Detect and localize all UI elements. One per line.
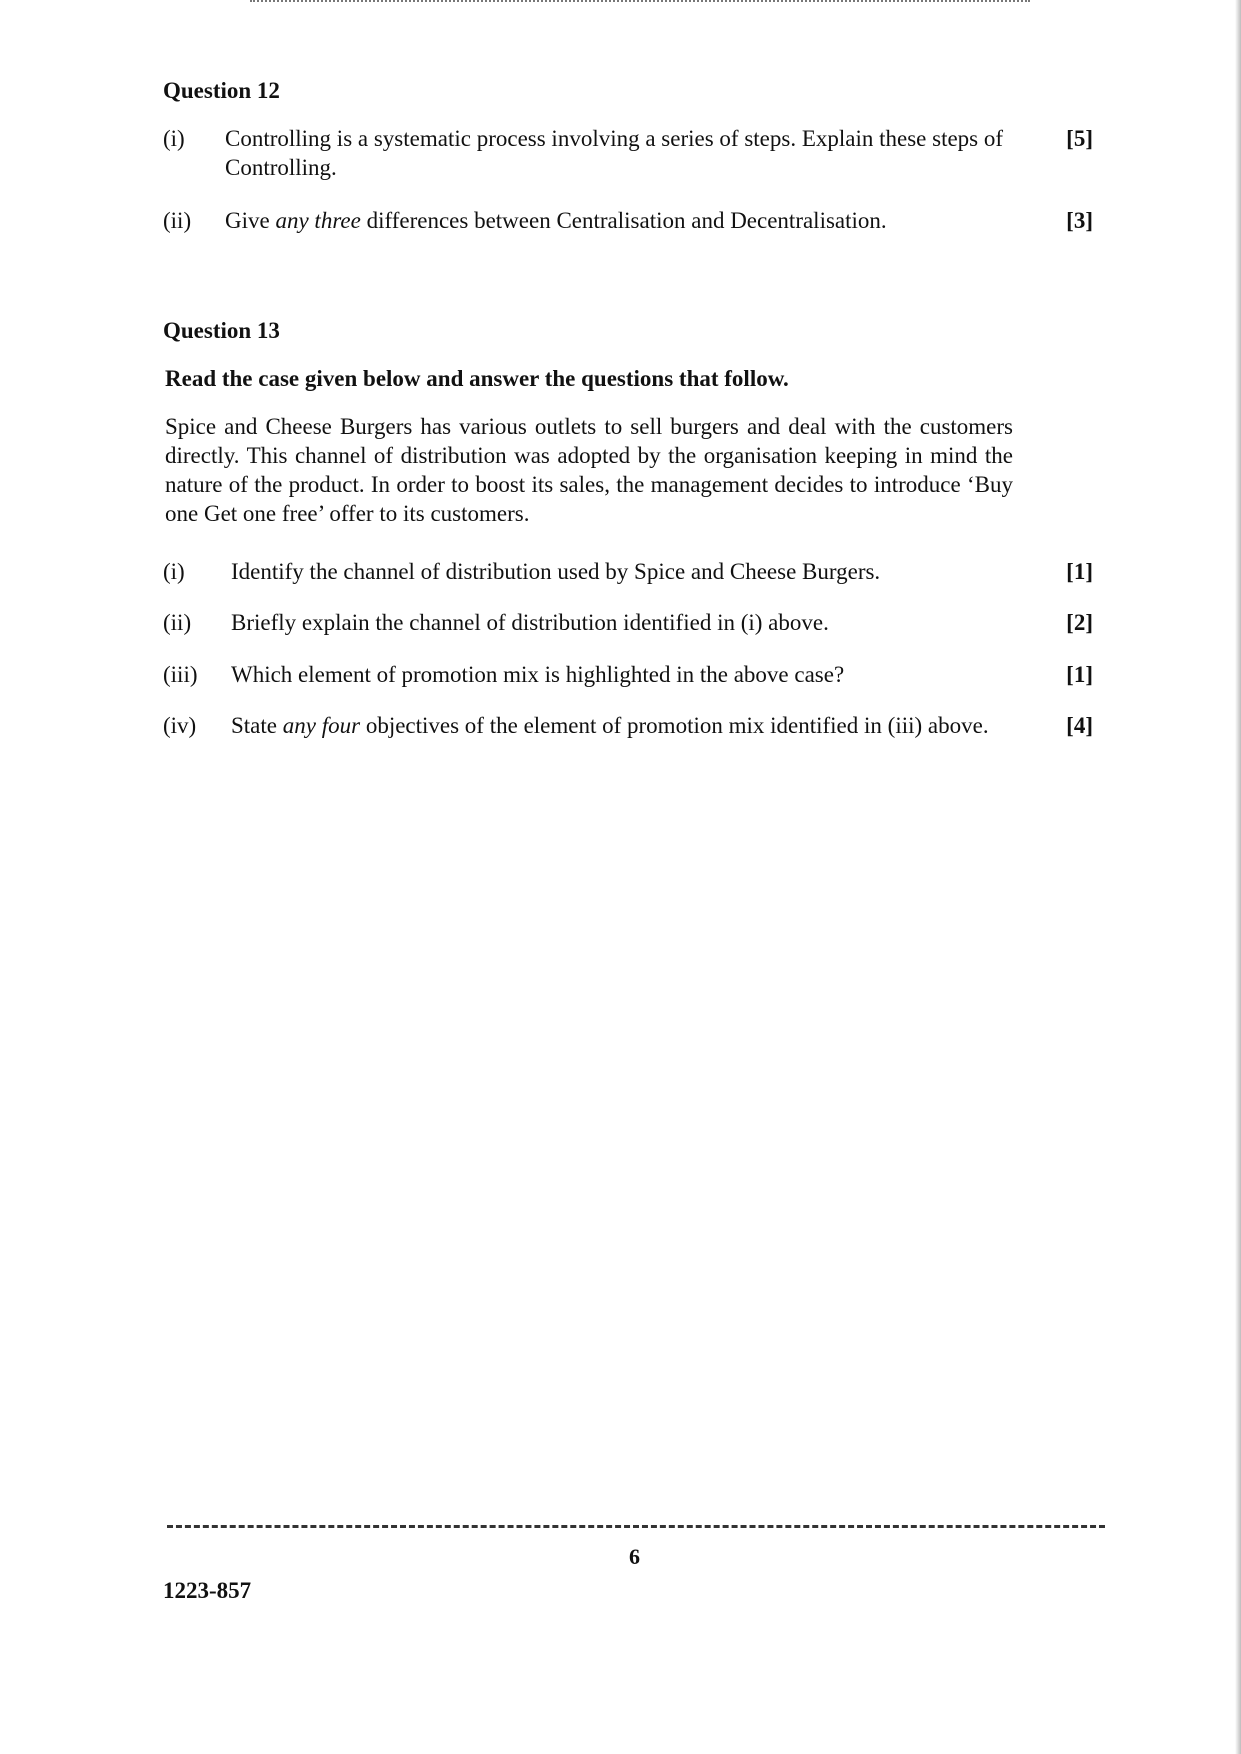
q13-item-iv-number: (iv) xyxy=(163,713,197,738)
case-study-text: Spice and Cheese Burgers has various outlets to sell burgers and deal with the customers directly. This channel of distribution was adopted by the organisation keeping in mind the nature of the product. In order to boost its sales, the management decides to introduce ‘Buy one Get one free’ offer to its customers. xyxy=(165,414,1013,526)
page-edge-shadow xyxy=(1235,0,1241,1754)
q13-item-iii-marks: [1] xyxy=(1066,662,1093,687)
q13-item-iv-text: State any four objectives of the element of promotion mix identified in (iii) above. xyxy=(231,713,989,738)
q13-item-iii-number: (iii) xyxy=(163,662,198,687)
q12-item-i-marks: [5] xyxy=(1066,126,1093,151)
q12-item-i-number: (i) xyxy=(163,126,185,151)
q13-item-iv-marks: [4] xyxy=(1066,713,1093,738)
q13-item-ii-number: (ii) xyxy=(163,610,192,635)
question-13-title: Question 13 xyxy=(163,318,280,343)
q13-item-ii-marks: [2] xyxy=(1066,610,1093,635)
q13-item-ii-text: Briefly explain the channel of distribution identified in (i) above. xyxy=(231,610,829,635)
q13-item-i-marks: [1] xyxy=(1066,559,1093,584)
top-border xyxy=(250,0,1030,4)
q12-item-ii-marks: [3] xyxy=(1066,208,1093,233)
q12-item-ii-number: (ii) xyxy=(163,208,192,233)
q12-item-i-text: Controlling is a systematic process involving a series of steps. Explain these steps of Controlling. xyxy=(225,126,1004,180)
paper-code: 1223-857 xyxy=(163,1578,252,1603)
q13-item-iii-text: Which element of promotion mix is highlighted in the above case? xyxy=(231,662,845,687)
footer-rule xyxy=(167,1525,1105,1528)
q13-item-i-text: Identify the channel of distribution used by Spice and Cheese Burgers. xyxy=(231,559,881,584)
q12-item-ii-text: Give any three differences between Centralisation and Decentralisation. xyxy=(225,208,887,233)
page-number: 6 xyxy=(629,1544,640,1569)
question-12-title: Question 12 xyxy=(163,78,280,103)
q13-item-i-number: (i) xyxy=(163,559,185,584)
case-instruction: Read the case given below and answer the questions that follow. xyxy=(165,366,789,391)
